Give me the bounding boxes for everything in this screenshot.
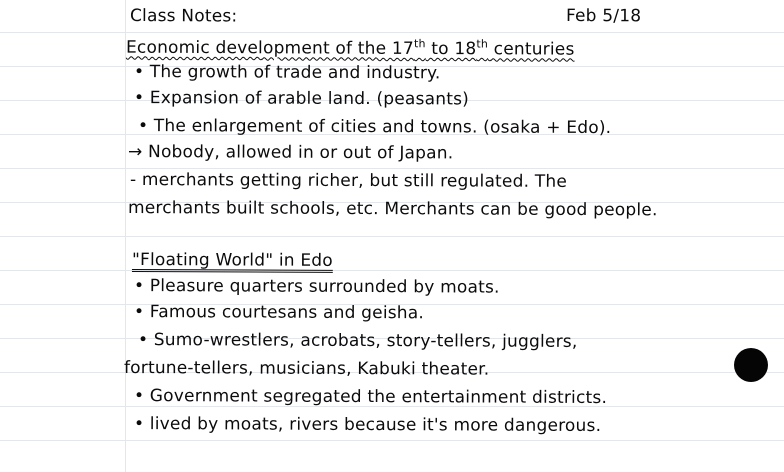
note-line: → Nobody, allowed in or out of Japan.	[127, 142, 454, 164]
note-line: • lived by moats, rivers because it's more dangerous.	[133, 414, 602, 437]
margin-line	[125, 0, 126, 472]
notes-heading: Class Notes:	[129, 6, 238, 27]
note-line: fortune-tellers, musicians, Kabuki theater.	[123, 358, 490, 380]
note-line: - merchants getting richer, but still regulated. The	[129, 170, 568, 192]
note-line: • The enlargement of cities and towns. (osaka + Edo).	[137, 116, 612, 139]
section-title-sup: th	[476, 37, 489, 51]
note-line: • The growth of trade and industry.	[133, 62, 441, 84]
note-line: merchants built schools, etc. Merchants can be good people.	[127, 198, 658, 221]
note-line: • Government segregated the entertainment districts.	[133, 386, 608, 409]
note-line: • Famous courtesans and geisha.	[133, 302, 425, 324]
note-line: • Pleasure quarters surrounded by moats.	[133, 276, 500, 298]
note-line: • Sumo-wrestlers, acrobats, story-tellers, jugglers,	[137, 330, 578, 352]
section-title-part: Economic development of the 17	[125, 37, 415, 59]
notes-date: Feb 5/18	[565, 6, 642, 27]
section-title-part: centuries	[488, 39, 575, 60]
note-line: • Expansion of arable land. (peasants)	[133, 88, 470, 110]
binder-hole	[734, 348, 768, 382]
section-title-sup: th	[413, 37, 426, 51]
section-title-floating-world: "Floating World" in Edo	[131, 250, 333, 271]
section-title-part: to 18	[425, 38, 477, 60]
section-title-economic	[126, 36, 575, 60]
